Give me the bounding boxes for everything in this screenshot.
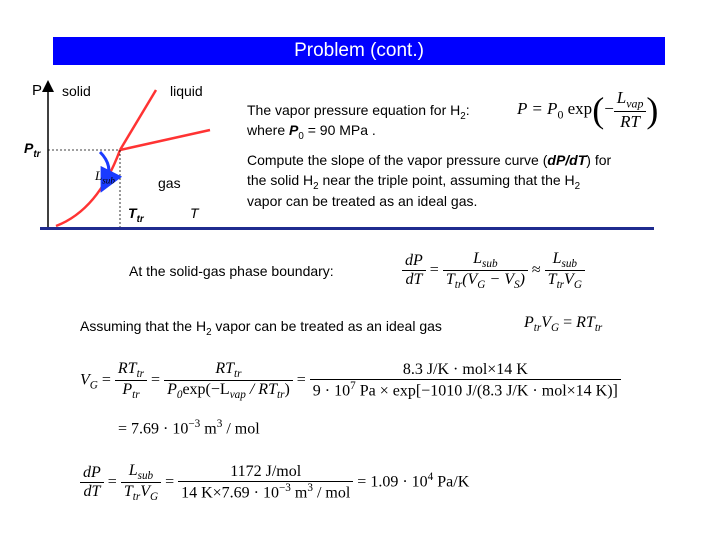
boundary-text: At the solid-gas phase boundary:	[129, 263, 334, 279]
slope-equation: $\frac{dP}{dT}$ = $\frac{L_{sub}}{T_{tr}V_G}$ = $\frac{\text{1172 J/mol}}{14 K\times 7.69 \cdot 10^{-3} m^3 / mol}$ = $1.09 \cdot 10^4$ Pa/K	[80, 462, 469, 503]
lsub-label: $L_{sub}$	[95, 168, 115, 186]
compute-line-1: Compute the slope of the vapor pressure curve (dP/dT) for	[247, 152, 612, 168]
compute-line-3: vapor can be treated as an ideal gas.	[247, 193, 478, 209]
fusion-curve	[120, 90, 156, 150]
divider-rule	[40, 227, 654, 230]
ideal-gas-text: Assuming that the $H_2$ vapor can be treated as an ideal gas	[80, 318, 442, 338]
clausius-clapeyron-equation: $\frac{dP}{dT}$ = $\frac{L_{sub}}{T_{tr}(V_G - V_S)}$ ≈ $\frac{L_{sub}}{T_{tr}V_G}$	[402, 250, 585, 291]
vg-equation: $V_G$ = $\frac{RT_{tr}}{P_{tr}}$ = $\frac{RT_{tr}}{P_0\exp(-L_{vap} / RT_{tr})}$ = $\frac{\text{8.3 J/K · mol×14 K}}{9 \cdot 10^7 Pa \times \exp[-1010 J/(8.3 J/K \cdot mol\times 14 K)]}$	[80, 360, 621, 401]
vaporization-curve	[120, 130, 210, 150]
t-axis-label: T	[190, 205, 199, 221]
ttr-label: $T_{tr}$	[128, 205, 144, 225]
ideal-gas-equation: $P_{tr}V_G = RT_{tr}$	[524, 314, 603, 335]
where-text: where $P_0 = 90$ MPa .	[247, 122, 376, 142]
gas-label: gas	[158, 175, 181, 191]
sublimation-curve	[56, 150, 120, 226]
vg-result: = $7.69 \cdot 10^{-3}$ $m^3$ / mol	[118, 418, 260, 438]
ptr-label: $P_{tr}$	[24, 140, 41, 160]
p-axis-label: P	[32, 82, 43, 99]
compute-line-2: the solid $H_2$ near the triple point, assuming that the $H_2$	[247, 172, 581, 192]
liquid-label: liquid	[170, 83, 203, 99]
solid-label: solid	[62, 83, 91, 99]
slide-title: Problem (cont.)	[53, 37, 665, 65]
vapor-pressure-equation: $P = P_0$ exp(− $\frac{L_{vap}}{RT}$ )	[517, 88, 659, 132]
vapor-eq-text: The vapor pressure equation for $H_2$:	[247, 102, 470, 122]
